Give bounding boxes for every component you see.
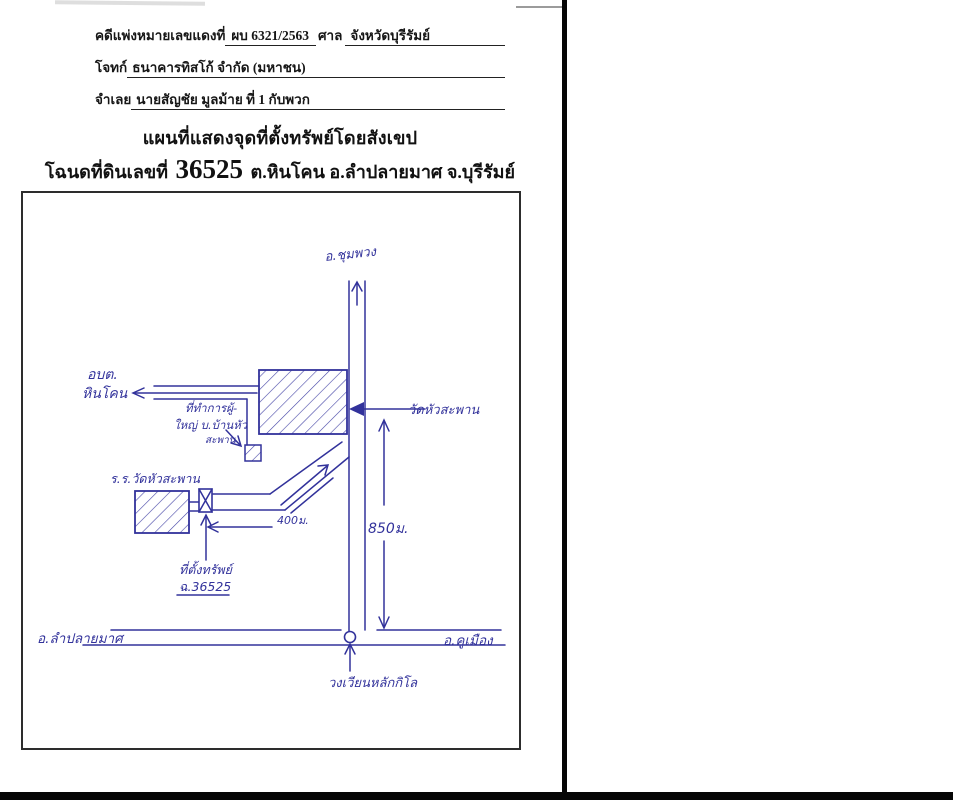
case-number-value: ผบ 6321/2563 <box>225 27 316 46</box>
plaintiff-value: ธนาคารทิสโก้ จำกัด (มหาชน) <box>127 59 505 78</box>
label-north-district: อ.ชุมพวง <box>323 244 377 265</box>
label-headman-line3: สะพาน <box>205 435 236 446</box>
label-property-line2: ฉ.36525 <box>179 579 232 594</box>
defendant-value: นายสัญชัย มูลม้าย ที่ 1 กับพวก <box>131 91 505 110</box>
roundabout-circle <box>345 632 356 643</box>
scan-smudge <box>55 0 205 6</box>
case-line-label: คดีแพ่งหมายเลขแดงที่ <box>95 28 226 43</box>
court-value: จังหวัดบุรีรัมย์ <box>345 27 505 46</box>
sketch-map-svg <box>23 193 515 744</box>
north-arrow-icon <box>352 282 362 305</box>
label-roundabout: วงเวียนหลักกิโล <box>328 676 418 691</box>
deed-subtitle-suffix: ต.หินโคน อ.ลำปลายมาศ จ.บุรีรัมย์ <box>250 162 516 182</box>
label-distance-400: 400ม. <box>277 514 309 527</box>
temple-block <box>259 370 347 434</box>
bridge-block <box>245 445 261 461</box>
label-headman-line2: ใหญ่ บ.บ้านหัว <box>174 418 248 432</box>
plaintiff-label: โจทก์ <box>95 60 128 75</box>
deed-subtitle-prefix: โฉนดที่ดินเลขที่ <box>44 162 169 182</box>
label-sao-line2: หินโคน <box>82 386 128 402</box>
main-road-vertical <box>349 281 365 631</box>
court-label: ศาล <box>317 28 343 43</box>
map-frame <box>21 191 521 750</box>
property-box <box>199 489 212 512</box>
scan-gray-line <box>516 6 563 8</box>
label-headman-line1: ที่ทำการผู้- <box>185 401 238 415</box>
access-road-arrow-icon <box>281 465 333 513</box>
label-property-line1: ที่ตั้งทรัพย์ <box>179 562 232 577</box>
page-edge-divider <box>562 0 567 800</box>
map-title-block <box>30 123 530 186</box>
map-title: แผนที่แสดงจุดที่ตั้งทรัพย์โดยสังเขป <box>142 128 418 148</box>
deed-subtitle <box>30 154 530 186</box>
school-road-connector <box>189 502 199 511</box>
label-east-district: อ.คูเมือง <box>443 633 493 649</box>
label-sao-line1: อบต. <box>87 367 118 383</box>
deed-number: 36525 <box>175 154 244 184</box>
distance-400-arrow <box>208 522 272 532</box>
bottom-road <box>83 630 505 645</box>
label-west-district: อ.ลำปลายมาศ <box>37 631 123 647</box>
label-distance-850: 850ม. <box>368 521 409 537</box>
defendant-line <box>95 91 505 110</box>
plaintiff-line <box>95 59 505 78</box>
scan-bottom-bar <box>0 792 953 800</box>
access-road <box>213 442 349 510</box>
sao-arrow-icon <box>133 388 257 398</box>
property-arrow-icon <box>201 515 211 560</box>
case-number-line <box>95 27 505 46</box>
roundabout-arrow-icon <box>345 644 355 671</box>
label-temple: วัดหัวสะพาน <box>408 403 480 418</box>
defendant-label: จำเลย <box>95 92 132 107</box>
label-school: ร.ร.วัดหัวสะพาน <box>110 471 200 486</box>
school-block <box>135 491 189 533</box>
